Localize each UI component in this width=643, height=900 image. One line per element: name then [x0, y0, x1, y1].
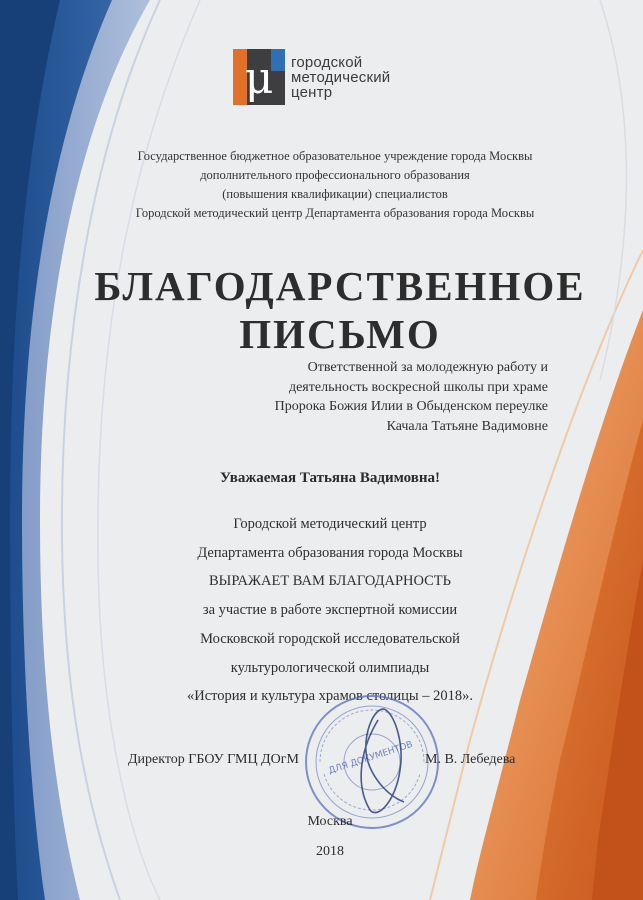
recipient-line-2: деятельность воскресной школы при храме: [288, 379, 548, 395]
greeting: Уважаемая Татьяна Вадимовна!: [219, 470, 441, 486]
title-line-2: ПИСЬМО: [239, 311, 441, 357]
recipient-line-4: Качала Татьяне Вадимовне: [386, 418, 548, 434]
recipient-line-3: Пророка Божия Илии в Обыденском переулке: [274, 399, 548, 414]
logo-line-2: методический: [291, 69, 391, 86]
header-line-1: Государственное бюджетное образовательное учреждение города Москвы: [137, 149, 533, 163]
city: Москва: [307, 814, 353, 829]
header-line-3: (повышения квалификации) специалистов: [222, 187, 448, 201]
title-line-1: БЛАГОДАРСТВЕННОЕ: [94, 263, 586, 309]
signature-row: [0, 752, 643, 776]
institution-header: [100, 147, 570, 223]
body-line-2: Департамента образования города Москвы: [197, 544, 463, 561]
body-line-6: культурологической олимпиады: [230, 659, 430, 676]
body-line-5: Московской городской исследовательской: [200, 630, 460, 647]
body-line-3: ВЫРАЖАЕТ ВАМ БЛАГОДАРНОСТЬ: [209, 573, 451, 590]
header-line-4: Городской методический центр Департамента образования города Москвы: [135, 206, 535, 220]
logo-line-3: центр: [291, 84, 333, 101]
logo-mark-icon: [233, 49, 285, 105]
body-line-4: за участие в работе экспертной комиссии: [202, 602, 458, 619]
logo-wordmark: [291, 55, 390, 100]
recipient-line-1: Ответственной за молодежную работу и: [307, 360, 548, 375]
signatory-position: Директор ГБОУ ГМЦ ДОгМ: [128, 752, 299, 767]
logo-line-1: городской: [291, 54, 363, 71]
letter-body: [110, 510, 550, 711]
stamp-text: ДЛЯ ДОКУМЕНТОВ: [327, 739, 415, 777]
document-title: [60, 262, 620, 358]
body-line-1: Городской методический центр: [233, 516, 427, 532]
organization-logo: [233, 49, 423, 109]
place-and-year: [260, 807, 400, 867]
header-line-2: дополнительного профессионального образования: [200, 168, 470, 182]
recipient-block: [128, 358, 548, 436]
body-line-7: «История и культура храмов столицы – 2018».: [186, 688, 474, 705]
svg-text:μ: μ: [244, 53, 274, 104]
signatory-name: М. В. Лебедева: [425, 752, 516, 767]
year: 2018: [316, 844, 344, 859]
